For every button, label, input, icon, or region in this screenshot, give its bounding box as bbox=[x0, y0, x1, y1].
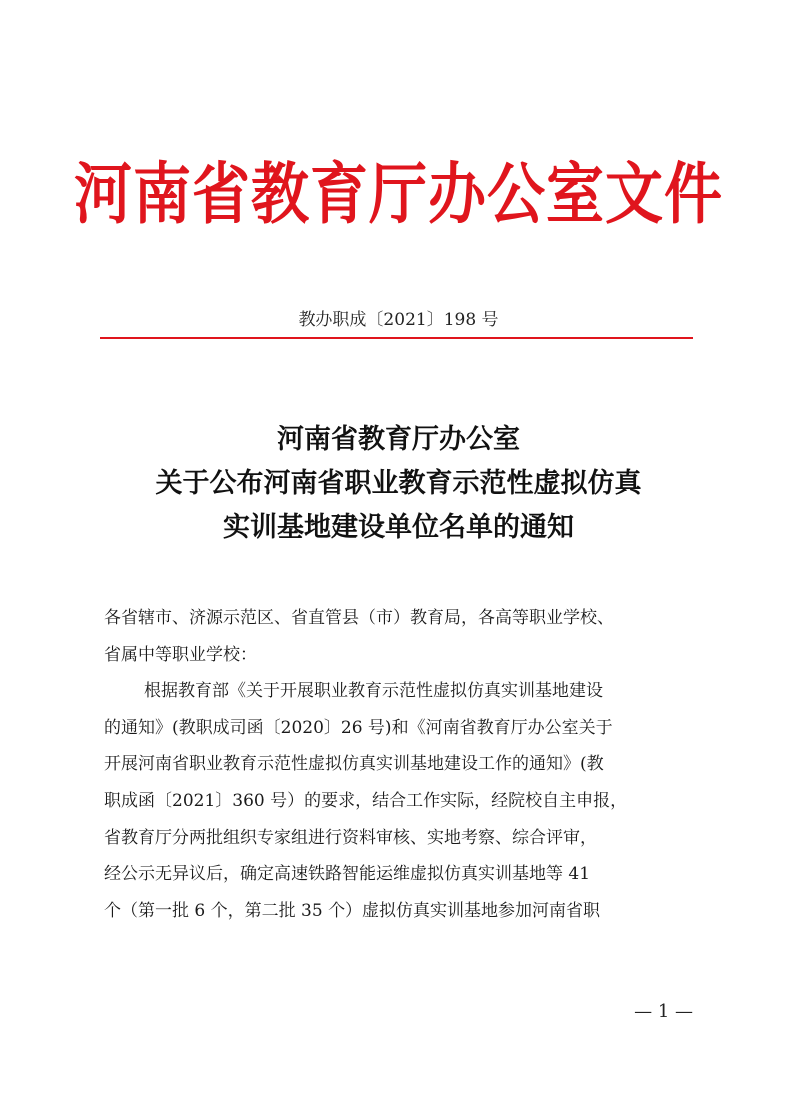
notice-title bbox=[0, 418, 797, 550]
notice-body bbox=[104, 600, 696, 929]
document-number: 教办职成〔2021〕198 号 bbox=[298, 310, 499, 330]
paragraph-line-4: 职成函〔2021〕360 号）的要求，结合工作实际，经院校自主申报， bbox=[104, 790, 628, 811]
red-divider-line bbox=[100, 337, 693, 339]
title-line-3: 实训基地建设单位名单的通知 bbox=[223, 512, 574, 543]
title-line-2: 关于公布河南省职业教育示范性虚拟仿真 bbox=[155, 468, 642, 499]
paragraph-line-7: 个（第一批 6 个，第二批 35 个）虚拟仿真实训基地参加河南省职 bbox=[104, 900, 601, 921]
paragraph-line-3: 开展河南省职业教育示范性虚拟仿真实训基地建设工作的通知》(教 bbox=[104, 754, 604, 775]
title-line-1: 河南省教育厅办公室 bbox=[277, 424, 520, 455]
paragraph-line-2: 的通知》(教职成司函〔2020〕26 号)和《河南省教育厅办公室关于 bbox=[104, 717, 613, 738]
paragraph-line-1: 根据教育部《关于开展职业教育示范性虚拟仿真实训基地建设 bbox=[144, 681, 603, 702]
page-number: — 1 — bbox=[634, 1001, 693, 1022]
masthead-title: 河南省教育厅办公室文件 bbox=[73, 154, 723, 234]
addressee-line-2: 省属中等职业学校： bbox=[104, 644, 257, 665]
paragraph-line-5: 省教育厅分两批组织专家组进行资料审核、实地考察、综合评审， bbox=[104, 827, 597, 848]
paragraph-line-6: 经公示无异议后，确定高速铁路智能运维虚拟仿真实训基地等 41 bbox=[104, 864, 591, 885]
addressee-line-1: 各省辖市、济源示范区、省直管县（市）教育局，各高等职业学校、 bbox=[104, 608, 614, 628]
